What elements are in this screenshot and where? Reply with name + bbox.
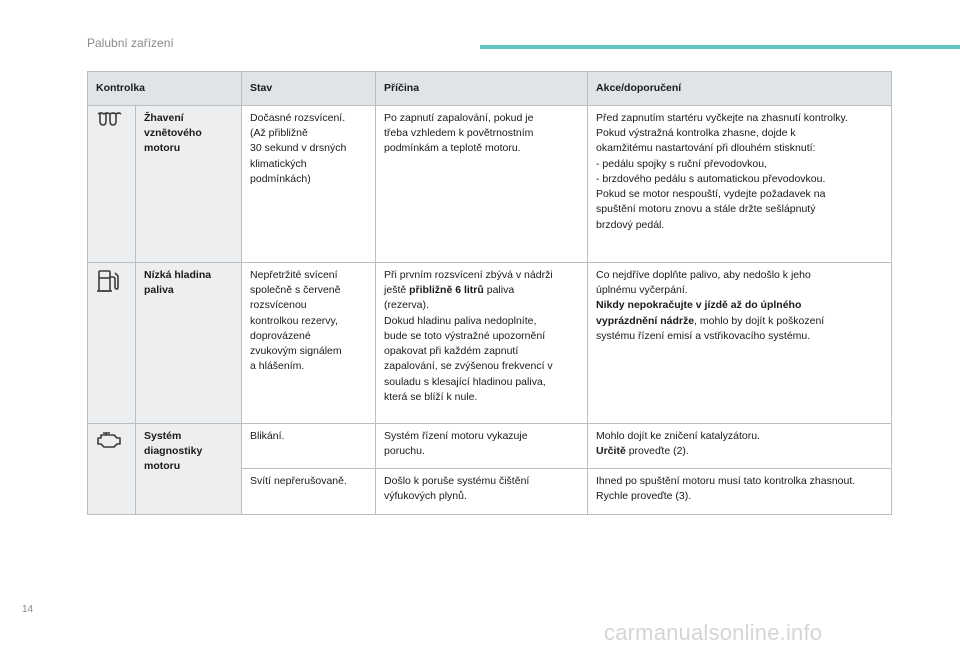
icon-cell [88,263,136,424]
akce-emphasis: Určitě [596,445,626,458]
section-title: Palubní zařízení [87,36,174,50]
akce-line: Pokud výstražná kontrolka zhasne, dojde k [596,127,796,140]
name-line: Nízká hladina [144,269,212,281]
stav-cell [242,263,376,424]
warning-name [136,106,242,263]
watermark: carmanualsonline.info [604,620,823,645]
pricina-line: poruchu. [384,445,425,458]
akce-line: okamžitému nastartování při dlouhém stisknutí: [596,142,816,155]
akce-line: Ihned po spuštění motoru musí tato kontrolka zhasnout. [596,475,856,487]
pricina-cell [376,469,588,515]
pricina-line: třeba vzhledem k povětrnostním [384,127,534,140]
stav-line: zvukovým signálem [250,345,342,358]
akce-line: - brzdového pedálu s automatickou převodovkou. [596,172,826,185]
engine-check-icon [96,440,124,452]
pricina-line: Po zapnutí zapalování, pokud je [384,112,534,124]
warning-lights-table [87,71,892,515]
stav-line: Blikání. [250,430,285,442]
akce-line: Rychle proveďte (3). [596,490,692,503]
akce-line [596,444,883,459]
stav-line: klimatických [250,157,307,170]
name-line: Žhavení [144,112,184,124]
akce-emphasis: vyprázdnění nádrže [596,314,695,327]
icon-cell [88,106,136,263]
akce-text: proveďte (2). [625,445,689,458]
akce-line: Pokud se motor nespouští, vydejte požadavek na [596,188,826,201]
pricina-line: Systém řízení motoru vykazuje [384,430,528,442]
stav-line: (Až přibližně [250,127,308,140]
glow-plug-icon [96,118,122,130]
header-accent-bar [480,45,960,49]
pricina-line: (rezerva). [384,299,429,312]
stav-line: a hlášením. [250,360,305,373]
pricina-cell [376,424,588,469]
icon-cell [88,424,136,515]
table-row [88,106,892,263]
name-line: vznětového [144,127,202,140]
akce-cell [588,424,892,469]
name-line: paliva [144,284,174,297]
fuel-pump-icon [96,285,120,297]
name-line: motoru [144,142,181,155]
table-row [88,263,892,424]
stav-line: kontrolkou rezervy, [250,314,338,327]
header-pricina: Příčina [376,72,588,106]
stav-line: Svítí nepřerušovaně. [250,475,347,487]
akce-line: Co nejdříve doplňte palivo, aby nedošlo k jeho [596,269,811,281]
akce-cell [588,469,892,515]
warning-name [136,263,242,424]
header-stav: Stav [242,72,376,106]
akce-line: Před zapnutím startéru vyčkejte na zhasnutí kontrolky. [596,112,848,124]
pricina-cell [376,263,588,424]
akce-cell [588,106,892,263]
pricina-line: opakovat při každém zapnutí [384,345,519,358]
warning-name [136,424,242,515]
name-line: motoru [144,460,181,473]
stav-line: společně s červeně [250,284,341,297]
table-header-row [88,72,892,106]
pricina-line: která se blíží k nule. [384,390,478,403]
pricina-emphasis: přibližně 6 litrů [409,284,484,297]
pricina-line: Při prvním rozsvícení zbývá v nádrži [384,269,553,281]
pricina-line: podmínkám a teplotě motoru. [384,142,521,155]
pricina-line: zapalování, se zvýšenou frekvencí v [384,360,553,373]
name-line: diagnostiky [144,445,203,458]
stav-line: Dočasné rozsvícení. [250,112,346,124]
pricina-text: ještě [384,284,410,297]
stav-line: Nepřetržité svícení [250,269,338,281]
pricina-cell [376,106,588,263]
name-line: Systém [144,430,182,442]
pricina-line: Došlo k poruše systému čištění [384,475,530,487]
header-kontrolka: Kontrolka [88,72,242,106]
stav-line: rozsvícenou [250,299,307,312]
stav-cell [242,469,376,515]
akce-line: - pedálu spojky s ruční převodovkou, [596,157,768,170]
stav-cell [242,106,376,263]
akce-line: spuštění motoru znovu a stále držte sešlápnutý [596,203,816,216]
pricina-line [384,283,579,298]
table-row [88,424,892,469]
header-akce: Akce/doporučení [588,72,892,106]
akce-text: , mohlo by dojít k poškození [694,314,825,327]
akce-line: Mohlo dojít ke zničení katalyzátoru. [596,430,761,442]
stav-cell [242,424,376,469]
pricina-line: souladu s klesající hladinou paliva, [384,375,546,388]
pricina-line: Dokud hladinu paliva nedoplníte, [384,314,537,327]
akce-line [596,314,883,329]
akce-emphasis: Nikdy nepokračujte v jízdě až do úplného [596,299,802,312]
pricina-line: výfukových plynů. [384,490,467,503]
stav-line: 30 sekund v drsných [250,142,347,155]
page-number: 14 [22,604,34,615]
akce-cell [588,263,892,424]
akce-line: úplnému vyčerpání. [596,284,688,297]
pricina-text: paliva [483,284,515,297]
akce-line: brzdový pedál. [596,218,665,231]
akce-line: systému řízení emisí a vstřikovacího systému. [596,329,811,342]
stav-line: doprovázené [250,329,311,342]
stav-line: podmínkách) [250,172,311,185]
pricina-line: bude se toto výstražné upozornění [384,329,546,342]
